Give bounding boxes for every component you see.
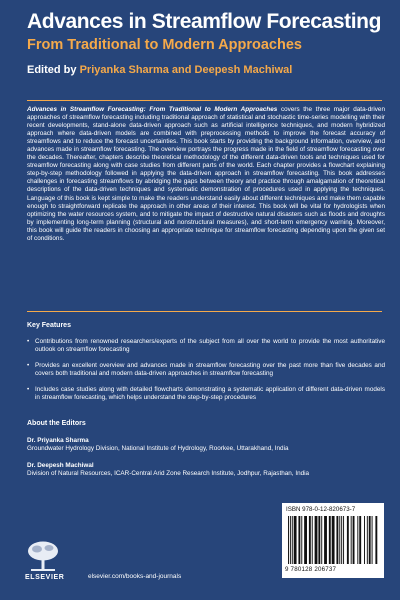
publisher-url: elsevier.com/books-and-journals: [88, 573, 182, 580]
book-subtitle: From Traditional to Modern Approaches: [27, 37, 302, 53]
barcode-digits: 9 780128 206737: [285, 566, 337, 573]
book-description: [27, 106, 385, 243]
edited-by-line: [27, 64, 292, 76]
key-feature-item: • Provides an excellent overview and advances made in streamflow forecasting over the past more than five decades and covers both traditional and modern data-driven approaches in streamflow forecasting: [27, 362, 385, 378]
divider-middle: [27, 311, 382, 312]
divider-top: [27, 100, 382, 101]
edited-by-prefix: Edited by: [27, 64, 77, 76]
elsevier-tree-logo-icon: [25, 540, 61, 572]
key-feature-item: • Contributions from renowned researchers/experts of the subject from all over the world to provide the most authoritative outlook on streamflow forecasting: [27, 338, 385, 354]
key-features-heading: Key Features: [27, 322, 71, 329]
book-title: Advances in Streamflow Forecasting: [27, 10, 382, 33]
editor-name: Dr. Deepesh Machiwal: [27, 462, 94, 469]
editor-name: Dr. Priyanka Sharma: [27, 437, 89, 444]
key-features-list: [27, 338, 385, 410]
description-body: covers the three major data-driven approaches of streamflow forecasting including traditional approach of statistical and stochastic time-series modelling with their recent developments, stand-alone data-driven approach such as artificial intelligence techniques, and modern hybridized approach where data-driven models are combined with preprocessing methods to improve the forecast accuracy of streamflows and to reduce the forecast uncertainties. This book starts by providing the background information, overview, and advances made in streamflow forecasting. The overview portrays the progress made in the field of streamflow forecasting over the decades. Thereafter, chapters describe theoretical methodology of the different data-driven tools and techniques used for streamflow forecasting along with case studies from different parts of the world. Each chapter provides a flowchart explaining step-by-step methodology followed in applying the data-driven approach in streamflow forecasting. This book addresses challenges in forecasting streamflows by abridging the gaps between theory and practice through amalgamation of theoretical descriptions of the data-driven techniques and systematic demonstration of procedures used in applying the techniques. Language of this book is kept simple to make the readers understand easily about different techniques and make them capable enough to straightforward replicate the approach in other areas of their interest. This book will be vital for hydrologists when optimizing the water resources system, and to mitigate the impact of destructive natural disasters such as floods and droughts by implementing long-term planning (structural and nonstructural measures), and short-term emergency warning. Moreover, this book will guide the readers in choosing an appropriate technique for streamflow forecasting depending upon the given set of conditions.: [27, 106, 385, 242]
editor-entry: [27, 437, 387, 453]
about-editors-heading: About the Editors: [27, 420, 86, 427]
isbn-text: ISBN 978-0-12-820673-7: [286, 506, 356, 513]
editor-affiliation: Groundwater Hydrology Division, National Institute of Hydrology, Roorkee, Uttarakhand, India: [27, 445, 289, 453]
key-feature-item: • Includes case studies along with detailed flowcharts demonstrating a systematic application of different data-driven models in streamflow forecasting, which helps understand the step-by-step procedures: [27, 386, 385, 402]
barcode-bars: [288, 516, 378, 564]
barcode: [282, 503, 384, 578]
editor-affiliation: Division of Natural Resources, ICAR-Central Arid Zone Research Institute, Jodhpur, Rajasthan, India: [27, 470, 310, 478]
publisher-name: ELSEVIER: [25, 574, 65, 581]
description-lead: Advances in Streamflow Forecasting: From Traditional to Modern Approaches: [27, 106, 278, 113]
editor-entry: [27, 462, 387, 478]
editor-names: Priyanka Sharma and Deepesh Machiwal: [79, 64, 293, 76]
